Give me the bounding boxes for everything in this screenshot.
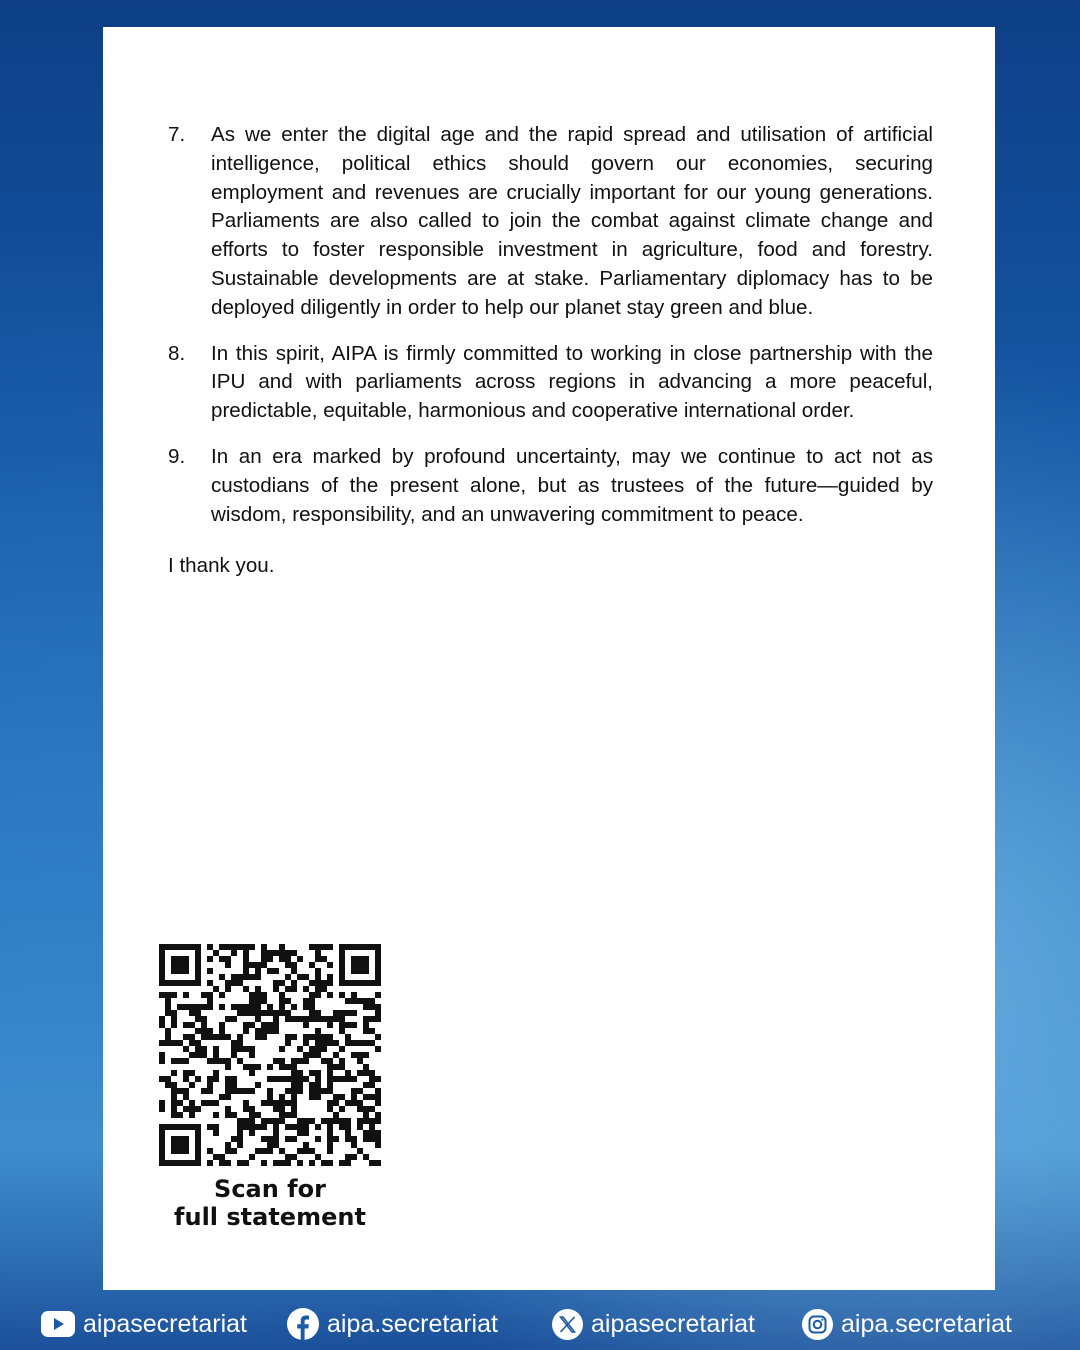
social-footer — [0, 1300, 1080, 1346]
item-text: In this spirit, AIPA is firmly committed to working in close partnership with the IPU and with parliaments across regions in advancing a more peaceful, predictable, equitable, harmonious and cooperative international order. — [211, 341, 933, 423]
item-text: As we enter the digital age and the rapid spread and utilisation of artificial intelligence, political ethics should govern our economies, securing employment and revenues are crucially important for our young generations. Parliaments are also called to join the combat against climate change and efforts to foster responsible investment in agriculture, food and forestry. Sustainable developments are at stake. Parliamentary diplomacy has to be deployed diligently in order to help our planet stay green and blue. — [211, 123, 933, 319]
instagram-icon — [802, 1309, 833, 1340]
facebook-handle: aipa.secretariat — [327, 1309, 498, 1338]
facebook-link[interactable] — [287, 1308, 498, 1340]
youtube-handle: aipasecretariat — [83, 1309, 247, 1338]
youtube-link[interactable] — [41, 1308, 247, 1340]
qr-caption-line-1: Scan for — [214, 1175, 326, 1203]
instagram-handle: aipa.secretariat — [841, 1309, 1012, 1338]
list-item — [168, 340, 933, 426]
item-number: 9. — [168, 444, 186, 468]
x-handle: aipasecretariat — [591, 1309, 755, 1338]
qr-caption-line-2: full statement — [174, 1203, 366, 1231]
qr-modules — [159, 944, 381, 1166]
facebook-icon — [287, 1308, 319, 1340]
document-page — [103, 27, 995, 1290]
closing-text: I thank you. — [168, 554, 275, 577]
x-icon — [552, 1309, 583, 1340]
list-item — [168, 443, 933, 529]
youtube-icon — [41, 1310, 75, 1338]
instagram-link[interactable] — [802, 1308, 1012, 1340]
qr-code[interactable] — [159, 944, 381, 1166]
item-number: 8. — [168, 341, 186, 365]
x-link[interactable] — [552, 1308, 755, 1340]
item-number: 7. — [168, 123, 186, 146]
list-item — [168, 121, 933, 323]
qr-caption — [159, 1175, 381, 1231]
statement-list — [168, 121, 933, 546]
item-text: In an era marked by profound uncertainty, may we continue to act not as custodians of the present alone, but as trustees of the future—guided by wisdom, responsibility, and an unwavering commitment to peace. — [211, 444, 933, 526]
